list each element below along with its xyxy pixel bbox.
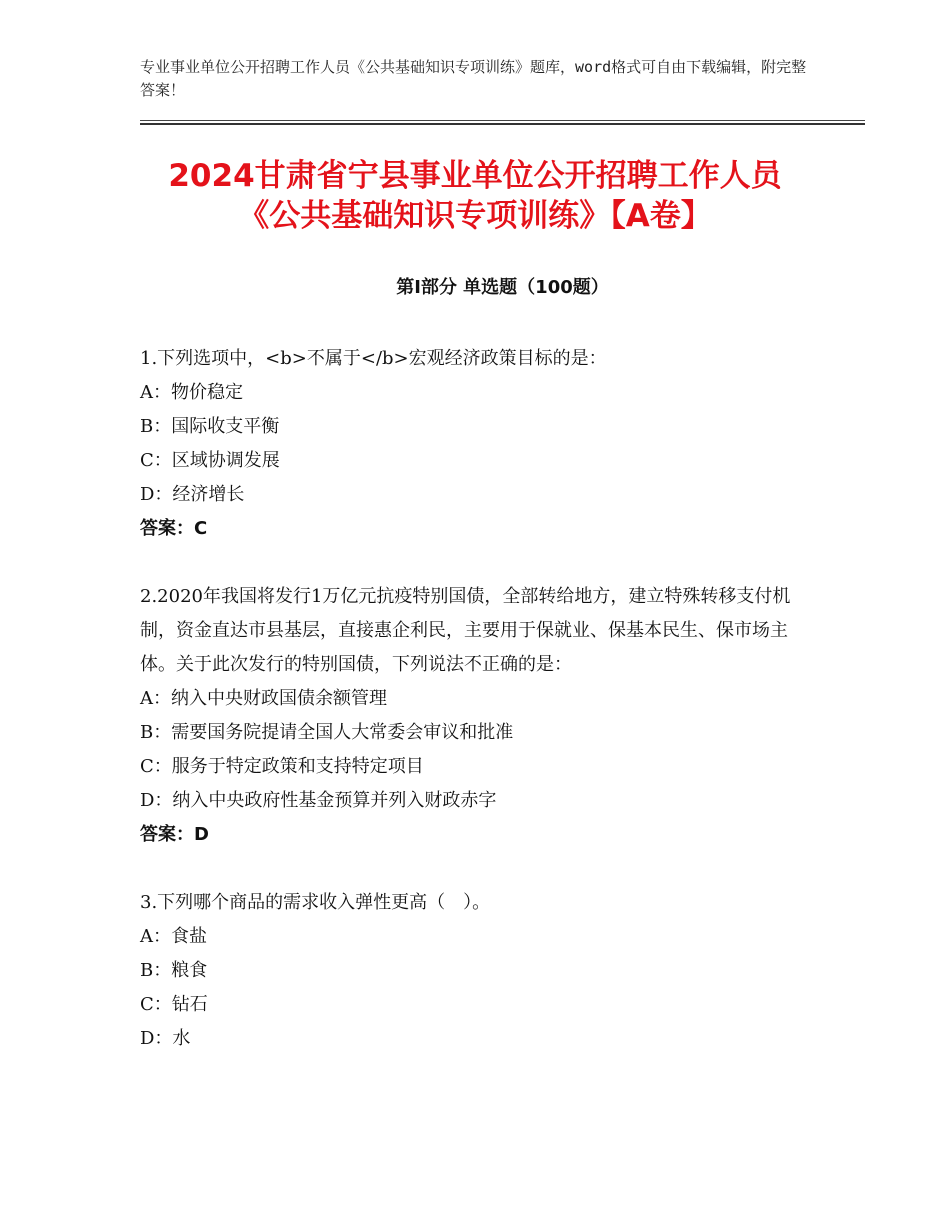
section-heading: 第Ⅰ部分 单选题（100题）	[396, 277, 609, 298]
option-b: B：粮食	[140, 960, 208, 981]
option-a: A：纳入中央财政国债余额管理	[140, 688, 387, 709]
option-c: C：区域协调发展	[140, 450, 280, 471]
question-stem: 1.下列选项中，<b>不属于</b>宏观经济政策目标的是：	[140, 348, 607, 369]
option-a: A：物价稳定	[140, 382, 243, 403]
header-rule-bottom	[140, 123, 865, 125]
option-d: D：经济增长	[140, 484, 245, 505]
title-line-1: 2024甘肃省宁县事业单位公开招聘工作人员	[168, 158, 782, 194]
option-c: C：服务于特定政策和支持特定项目	[140, 756, 424, 777]
header-note: 专业事业单位公开招聘工作人员《公共基础知识专项训练》题库，word格式可自由下载编辑，附完整答案！	[140, 58, 807, 99]
question-1	[140, 342, 800, 546]
question-stem: 3.下列哪个商品的需求收入弹性更高（ ）。	[140, 892, 491, 913]
option-d: D：纳入中央政府性基金预算并列入财政赤字	[140, 790, 497, 811]
option-c: C：钻石	[140, 994, 208, 1015]
option-b: B：需要国务院提请全国人大常委会审议和批准	[140, 722, 514, 743]
question-list	[140, 342, 800, 1090]
answer: 答案：C	[140, 518, 208, 539]
option-a: A：食盐	[140, 926, 207, 947]
question-2	[140, 580, 800, 852]
title-line-2: 《公共基础知识专项训练》【A卷】	[238, 198, 712, 234]
document-title	[100, 156, 850, 236]
option-d: D：水	[140, 1028, 191, 1049]
answer: 答案：D	[140, 824, 209, 845]
option-b: B：国际收支平衡	[140, 416, 280, 437]
question-stem: 2.2020年我国将发行1万亿元抗疫特别国债，全部转给地方，建立特殊转移支付机制，资金直达市县基层，直接惠企利民，主要用于保就业、保基本民生、保市场主体。关于此次发行的特别国债，下列说法不正确的是：	[140, 586, 791, 675]
question-3	[140, 886, 800, 1056]
header-rule-top	[140, 120, 865, 121]
